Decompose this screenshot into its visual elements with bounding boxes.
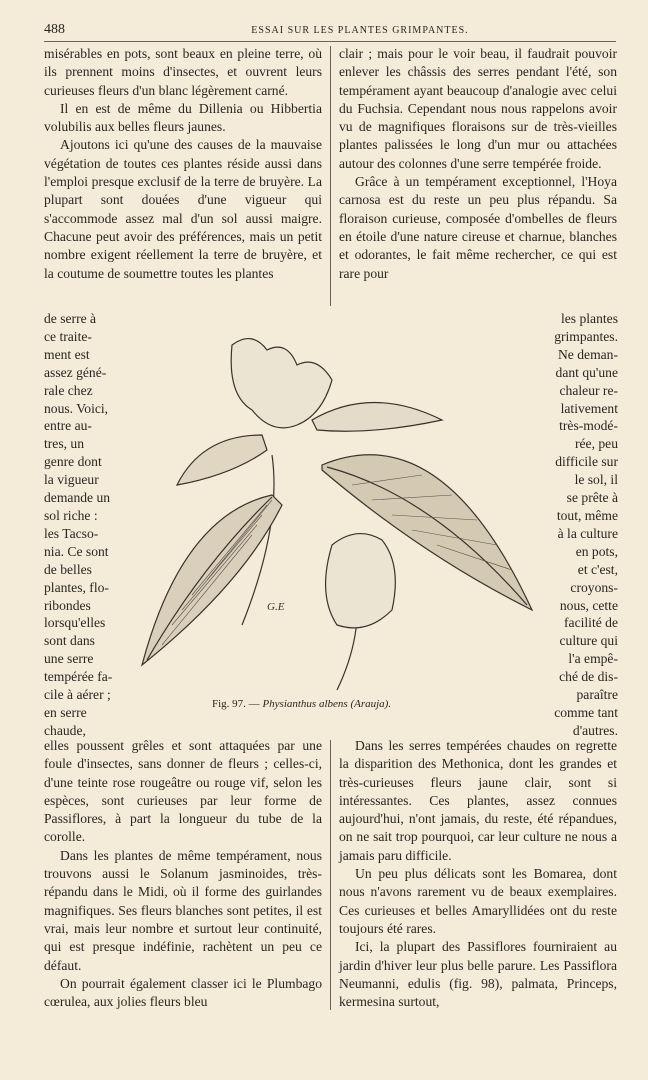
text-line: cile à aérer ; [44,687,111,703]
text-line: genre dont [44,454,102,470]
text-line: lorsqu'elles [44,615,106,631]
text-line: difficile sur [555,454,618,470]
text-line: culture qui [559,633,618,649]
column-right-top [339,45,617,283]
text-line: une serre [44,651,94,667]
text-line: demande un [44,490,111,506]
leaf [177,435,267,485]
page-number: 488 [44,22,65,37]
paragraph: Dans les serres tempérées chaudes on regrette la disparition des Methonica, dont les grandes et très-curieuses fleurs jaune clair, sont si intéressantes. Ces plantes, assez connues aujourd'hui, n'ont jamais, du reste, été répandues, on ne sait trop pourquoi, car leur culture ne nous a jamais paru difficile. [339,738,617,863]
botanical-illustration [122,325,542,695]
leaf [312,403,442,432]
text-line: ché de dis- [559,669,618,685]
text-line: en pots, [575,543,618,559]
text-beside-figure-right [542,310,618,740]
text-line: rée, peu [574,436,618,452]
text-beside-figure-left [44,310,120,740]
caption-species: Physianthus albens [262,698,348,710]
text-line: entre au- [44,418,92,434]
column-left-bottom [44,737,322,1011]
text-line: Ne deman- [557,346,618,362]
paragraph: Un peu plus délicats sont les Bomarea, dont nous n'avons rarement vu de beaux exemplaires. Ces curieuses et belles Amaryllidées ont du reste toujours été rares. [339,866,617,936]
paragraph: Grâce à un tempérament exceptionnel, l'Hoya carnosa est du reste un peu plus répandu. Sa floraison curieuse, composée d'ombelles de fleurs en étoile d'une nature cireuse et charnue, blanches et odorantes, le fait même rechercher, ce qui est rare pour [339,174,617,281]
column-right-bottom [339,737,617,1011]
paragraph: clair ; mais pour le voir beau, il faudrait pouvoir enlever les châssis des serres pendant l'été, son tempérament ayant beaucoup d'analogie avec celui du Fuchsia. Cependant nous nous rappelons avoir vu de magnifiques floraisons sur de très-vieilles plantes palissées le long d'un mur ou attachées autour des colonnes d'une serre tempérée froide. [339,46,617,171]
text-line: ce traite- [44,328,92,344]
text-line: de belles [44,561,92,577]
text-line: l'a empê- [568,651,618,667]
text-line: chaleur re- [559,382,618,398]
text-line: chaude, [44,722,86,738]
leaf [142,495,282,665]
paragraph: elles poussent grêles et sont attaquées par une foule d'insectes, sans donner de fleurs ; celles-ci, d'une teinte rose rougeâtre ou rouge vif, selon les espèces, sont curieuses par leur forme de Passiflores, à part la longueur du tube de la corolle. [44,738,322,845]
paragraph: Ajoutons ici qu'une des causes de la mauvaise végétation de toutes ces plantes réside aussi dans l'emploi presque exclusif de la terre de bruyère. La plupart sont douées d'une vigueur qui s'accommode assez mal d'un sol aussi maigre. Chacune peut avoir des préférences, mais un petit nombre exigent réellement la terre de bruyère, et la coutume de soumettre toutes les plantes [44,137,322,281]
column-divider-top [330,46,331,306]
column-left-top [44,45,322,283]
text-line: rale chez [44,382,93,398]
caption-prefix: Fig. 97. — [212,698,260,710]
paragraph: On pourrait également classer ici le Plumbago cœrulea, aux jolies fleurs bleu [44,975,322,1010]
text-line: lativement [560,400,618,416]
text-line: les plantes [560,311,618,326]
text-line: assez géné- [44,364,107,380]
flower [326,534,396,628]
text-line: tout, même [556,507,618,523]
flower-cluster [231,339,332,428]
figure-caption [212,698,391,710]
text-line: paraître [576,687,618,703]
text-line: se prête à [566,490,618,506]
text-line: sol riche : [44,507,98,523]
paragraph: misérables en pots, sont beaux en pleine terre, où ils prennent moins d'insectes, et ouvrent leurs curieuses fleurs d'un blanc légèrement carné. [44,46,322,98]
artist-signature: G.E [267,601,285,613]
stem [337,620,357,690]
text-line: tempérée fa- [44,669,113,685]
text-line: comme tant [554,704,618,720]
text-line: et c'est, [577,561,618,577]
caption-author: (Arauja). [350,698,392,710]
text-line: sont dans [44,633,95,649]
text-line: les Tacso- [44,525,99,541]
text-line: de serre à [44,311,97,326]
text-line: nia. Ce sont [44,543,109,559]
text-line: facilité de [564,615,618,631]
paragraph: Dans les plantes de même tempérament, nous trouvons aussi le Solanum jasminoides, très-répandu dans le Midi, où il forme des guirlandes magnifiques. Ses fleurs blanches sont petites, il est vrai, mais leur nombre et surtout leur continuité, qui est presque indéfinie, rachètent un peu ce défaut. [44,847,322,973]
text-line: ribondes [44,597,91,613]
text-line: en serre [44,704,87,720]
text-line: tres, un [44,436,85,452]
text-line: nous. Voici, [44,400,109,416]
text-line: croyons- [570,579,618,595]
paragraph: Il en est de même du Dillenia ou Hibbertia volubilis aux belles fleurs jaunes. [44,100,322,135]
text-line: la vigueur [44,472,99,488]
text-line: à la culture [557,525,618,541]
text-line: grimpantes. [554,328,618,344]
text-line: dant qu'une [555,364,618,380]
text-line: plantes, flo- [44,579,109,595]
text-line: nous, cette [559,597,618,613]
column-divider-bottom [330,740,331,1010]
text-line: d'autres. [572,722,618,738]
paragraph: Ici, la plupart des Passiflores fourniraient au jardin d'hiver leur plus belle parure. Les Passiflora Neumanni, edulis (fig. 98), palmata, Princeps, kermesina surtout, [339,939,617,1010]
text-line: ment est [44,346,90,362]
text-line: le sol, il [574,472,618,488]
text-line: très-modé- [559,418,618,434]
running-title: ESSAI SUR LES PLANTES GRIMPANTES. [251,25,469,36]
header-rule [44,41,616,42]
